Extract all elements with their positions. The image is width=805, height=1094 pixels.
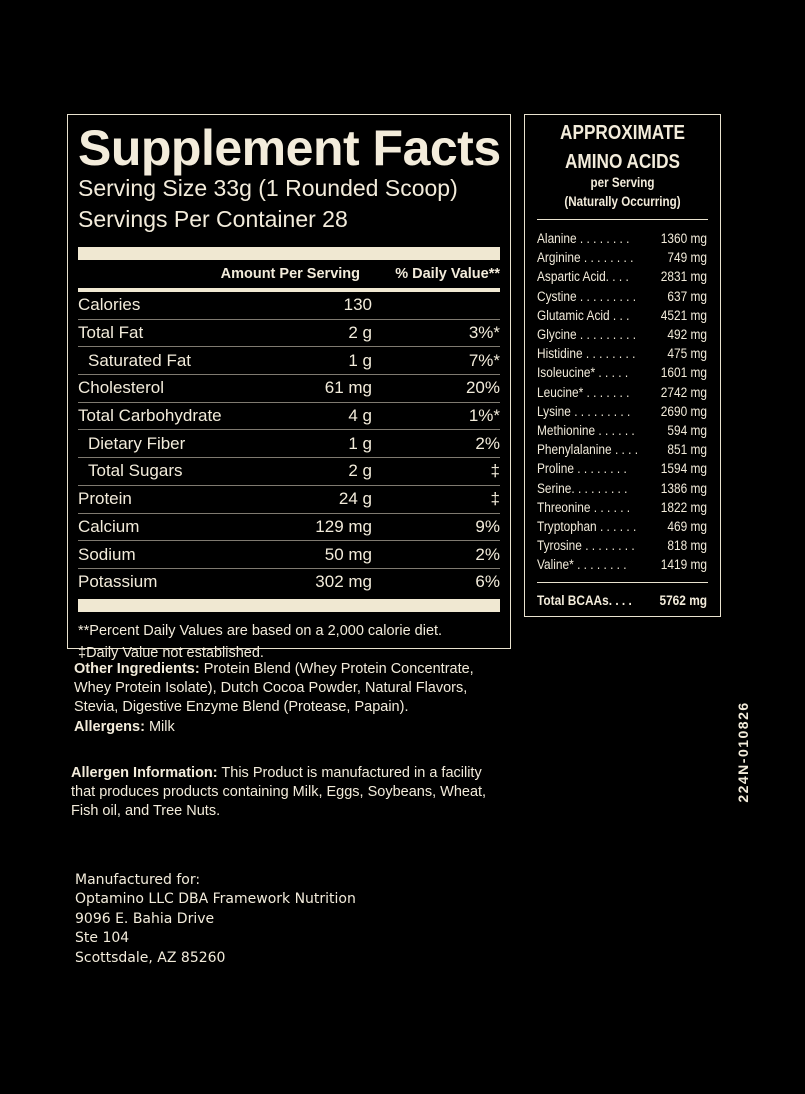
- nutrient-label: Sodium: [78, 544, 136, 564]
- amino-row: [537, 267, 707, 286]
- nutrient-amount: 130: [343, 295, 372, 315]
- nutrient-label: Total Carbohydrate: [78, 406, 222, 426]
- manufactured-for-label: Manufactured for:: [75, 872, 201, 888]
- facts-title: Supplement Facts: [78, 120, 501, 176]
- amino-value: 1601 mg: [660, 365, 708, 381]
- nutrient-daily-value: 2%: [475, 544, 500, 564]
- nutrient-label: Saturated Fat: [88, 350, 192, 370]
- daily-value-header: % Daily Value**: [395, 266, 500, 282]
- amino-value: 475 mg: [667, 346, 708, 362]
- amino-value: 594 mg: [667, 422, 708, 438]
- amino-value: 492 mg: [667, 327, 708, 343]
- nutrient-label: Cholesterol: [78, 378, 164, 398]
- amino-value: 1419 mg: [660, 557, 708, 573]
- amino-row: [537, 383, 707, 402]
- nutrient-amount: 4 g: [348, 406, 372, 426]
- other-ingredients: [74, 660, 514, 737]
- amino-value: 2742 mg: [660, 384, 708, 400]
- total-bcaas-value: 5762 mg: [659, 593, 708, 609]
- amino-acids-panel: [524, 114, 721, 617]
- amino-value: 851 mg: [667, 442, 708, 458]
- amino-value: 1822 mg: [660, 499, 708, 515]
- nutrient-row: [78, 458, 500, 486]
- amino-subtitle-line2: (Naturally Occurring): [564, 194, 681, 209]
- nutrient-daily-value: 9%: [475, 516, 500, 536]
- amino-row: [537, 517, 707, 536]
- amino-name: Methionine . . . . . .: [537, 422, 635, 438]
- thick-divider-bottom: [78, 599, 500, 612]
- amino-row: [537, 440, 707, 459]
- allergen-information-label: Allergen Information:: [71, 765, 218, 781]
- amino-value: 749 mg: [667, 250, 708, 266]
- amino-divider-top: [537, 219, 708, 220]
- allergen-information: [71, 764, 501, 822]
- amino-name: Leucine* . . . . . . .: [537, 384, 630, 400]
- amino-row: [537, 344, 707, 363]
- amino-row: [537, 306, 707, 325]
- nutrient-label: Protein: [78, 489, 132, 509]
- allergen-information-text: This Product is manufactured in a facility that produces products containing Milk, Eggs, Soybeans, Wheat, Fish oil, and Tree Nuts.: [71, 765, 487, 820]
- amino-name: Proline . . . . . . . .: [537, 461, 627, 477]
- nutrient-row: [78, 375, 500, 403]
- footnote-daily-values: **Percent Daily Values are based on a 2,000 calorie diet.: [78, 622, 443, 639]
- amino-name: Tyrosine . . . . . . . .: [537, 538, 635, 554]
- other-ingredients-text: Protein Blend (Whey Protein Concentrate, Whey Protein Isolate), Dutch Cocoa Powder, Natural Flavors, Stevia, Digestive Enzyme Blend (Protease, Papain).: [74, 661, 474, 716]
- lot-code: 224N-010826: [735, 701, 751, 803]
- amino-value: 2831 mg: [660, 269, 708, 285]
- nutrient-table: [78, 292, 500, 596]
- nutrient-label: Dietary Fiber: [88, 433, 186, 453]
- nutrient-row: [78, 486, 500, 514]
- nutrient-daily-value: 2%: [475, 433, 500, 453]
- amino-name: Lysine . . . . . . . . .: [537, 403, 631, 419]
- nutrient-amount: 302 mg: [315, 572, 372, 592]
- amino-value: 1594 mg: [660, 461, 708, 477]
- amino-value: 2690 mg: [660, 403, 708, 419]
- nutrient-label: Total Sugars: [88, 461, 183, 481]
- amino-value: 469 mg: [667, 518, 708, 534]
- serving-size: Serving Size 33g (1 Rounded Scoop): [78, 175, 458, 201]
- amino-title-line1: APPROXIMATE: [560, 122, 685, 144]
- nutrient-amount: 61 mg: [324, 378, 372, 398]
- amino-total-row: [537, 593, 707, 608]
- amino-value: 1360 mg: [660, 231, 708, 247]
- nutrient-row: [78, 430, 500, 458]
- thick-divider-top: [78, 247, 500, 260]
- amino-name: Glutamic Acid . . .: [537, 307, 630, 323]
- amino-row: [537, 229, 707, 248]
- manufacturer-name: Optamino LLC DBA Framework Nutrition: [75, 891, 356, 908]
- nutrient-label: Potassium: [78, 572, 158, 592]
- nutrient-amount: 2 g: [348, 323, 372, 343]
- nutrient-daily-value: 3%*: [468, 323, 500, 343]
- amino-title-line2: AMINO ACIDS: [565, 151, 680, 173]
- amino-list: [537, 229, 708, 574]
- amino-name: Serine. . . . . . . . .: [537, 480, 628, 496]
- nutrient-amount: 50 mg: [324, 544, 372, 564]
- nutrient-daily-value: ‡: [490, 461, 500, 481]
- amino-subtitle-line1: per Serving: [590, 175, 655, 190]
- nutrient-amount: 1 g: [348, 350, 372, 370]
- amino-row: [537, 498, 707, 517]
- nutrient-daily-value: 20%: [465, 378, 500, 398]
- column-headers: [78, 260, 500, 288]
- amino-divider-bottom: [537, 582, 708, 583]
- manufacturer-suite: Ste 104: [75, 930, 130, 947]
- nutrient-row: [78, 541, 500, 569]
- amount-per-serving-header: Amount Per Serving: [220, 266, 360, 282]
- amino-name: Alanine . . . . . . . .: [537, 231, 630, 247]
- supplement-facts-panel: [67, 114, 511, 661]
- manufacturer-city: Scottsdale, AZ 85260: [75, 949, 226, 966]
- amino-row: [537, 287, 707, 306]
- nutrient-row: [78, 347, 500, 375]
- manufacturer-street: 9096 E. Bahia Drive: [75, 910, 215, 927]
- amino-row: [537, 459, 707, 478]
- nutrient-row: [78, 569, 500, 596]
- amino-value: 4521 mg: [660, 307, 708, 323]
- amino-name: Tryptophan . . . . . .: [537, 518, 637, 534]
- amino-row: [537, 555, 707, 574]
- amino-row: [537, 363, 707, 382]
- amino-name: Cystine . . . . . . . . .: [537, 288, 637, 304]
- nutrient-daily-value: 7%*: [468, 350, 500, 370]
- manufacturer-address: [75, 871, 356, 968]
- amino-value: 637 mg: [667, 288, 708, 304]
- nutrient-daily-value: 6%: [475, 572, 500, 592]
- amino-row: [537, 325, 707, 344]
- amino-row: [537, 248, 707, 267]
- amino-value: 1386 mg: [660, 480, 708, 496]
- amino-row: [537, 536, 707, 555]
- allergens-text: Milk: [144, 718, 175, 735]
- amino-name: Threonine . . . . . .: [537, 499, 631, 515]
- footnote-not-established: ‡Daily Value not established.: [78, 644, 264, 661]
- amino-name: Glycine . . . . . . . . .: [537, 327, 637, 343]
- amino-name: Aspartic Acid. . . .: [537, 269, 629, 285]
- nutrient-label: Calories: [78, 295, 141, 315]
- footnotes: [78, 620, 500, 664]
- nutrient-row: [78, 292, 500, 320]
- nutrient-label: Total Fat: [78, 323, 144, 343]
- nutrient-row: [78, 403, 500, 431]
- amino-name: Phenylalanine . . . .: [537, 442, 639, 458]
- amino-value: 818 mg: [667, 538, 708, 554]
- amino-row: [537, 478, 707, 497]
- servings-per-container: Servings Per Container 28: [78, 206, 348, 232]
- total-bcaas-label: Total BCAAs. . . .: [537, 593, 632, 609]
- amino-name: Arginine . . . . . . . .: [537, 250, 634, 266]
- nutrient-amount: 1 g: [348, 433, 372, 453]
- nutrient-daily-value: ‡: [490, 489, 500, 509]
- amino-row: [537, 421, 707, 440]
- other-ingredients-label: Other Ingredients:: [74, 661, 200, 677]
- allergens-label: Allergens:: [74, 718, 145, 735]
- amino-row: [537, 402, 707, 421]
- nutrient-amount: 24 g: [338, 489, 372, 509]
- nutrient-label: Calcium: [78, 516, 140, 536]
- amino-name: Valine* . . . . . . . .: [537, 557, 627, 573]
- amino-name: Histidine . . . . . . . .: [537, 346, 636, 362]
- amino-name: Isoleucine* . . . . .: [537, 365, 629, 381]
- nutrient-row: [78, 320, 500, 348]
- nutrient-amount: 129 mg: [315, 516, 372, 536]
- nutrient-amount: 2 g: [348, 461, 372, 481]
- nutrient-row: [78, 514, 500, 542]
- nutrient-daily-value: 1%*: [468, 406, 500, 426]
